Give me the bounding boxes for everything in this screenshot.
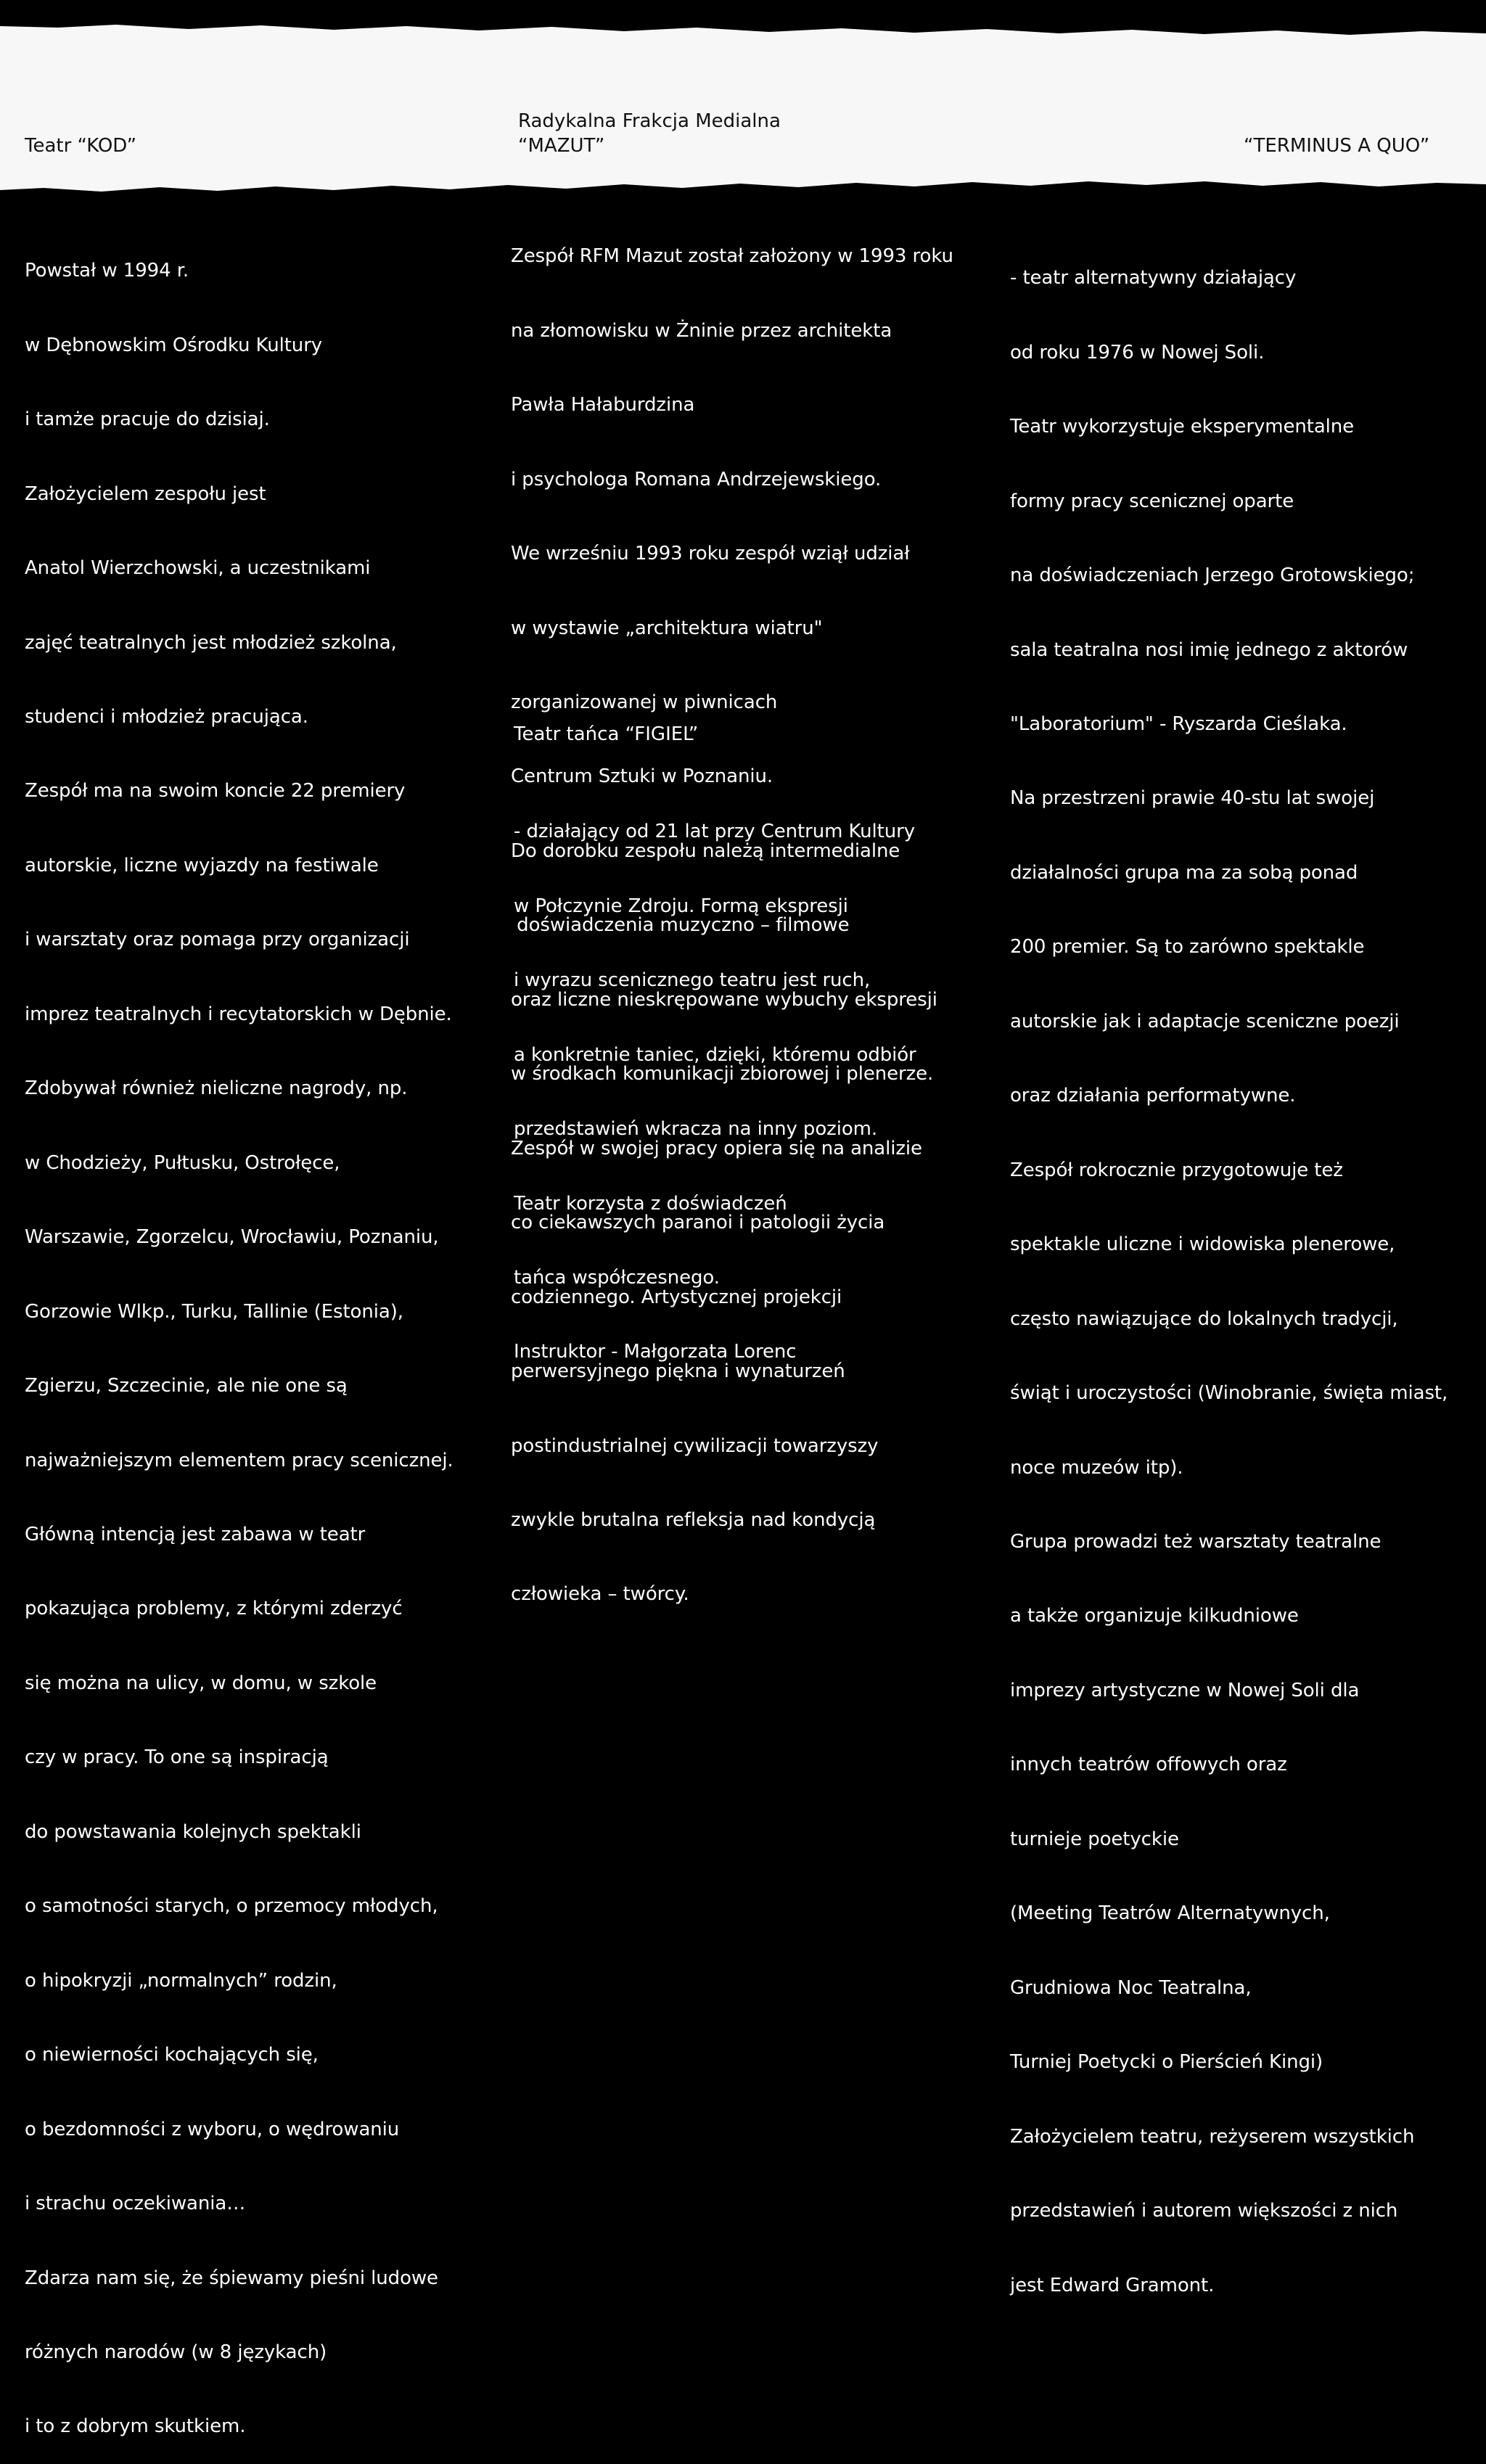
text-line: i wyrazu scenicznego teatru jest ruch,: [514, 969, 871, 992]
text-line: Powstał w 1994 r.: [25, 260, 189, 282]
text-line: Założycielem teatru, reżyserem wszystkich: [1010, 2125, 1415, 2148]
text-line: się można na ulicy, w domu, w szkole: [25, 1672, 377, 1694]
text-line: Na przestrzeni prawie 40-stu lat swojej: [1010, 787, 1375, 810]
text-line: Teatr wykorzystuje eksperymentalne: [1010, 416, 1355, 438]
text-line: doświadczenia muzyczno – filmowe: [511, 914, 850, 937]
text-line: w środkach komunikacji zbiorowej i plenerze.: [511, 1063, 934, 1085]
theatre-figiel-description: [514, 770, 916, 1389]
text-line: Zespół RFM Mazut został założony w 1993 roku: [511, 245, 953, 268]
text-line: formy pracy scenicznej oparte: [1010, 490, 1294, 512]
text-line: co ciekawszych paranoi i patologii życia: [511, 1212, 885, 1234]
text-line: turnieje poetyckie: [1010, 1828, 1179, 1850]
text-line: jest Edward Gramont.: [1010, 2274, 1215, 2296]
text-line: postindustrialnej cywilizacji towarzyszy: [511, 1434, 879, 1457]
torn-paper-strip: [0, 0, 1486, 210]
text-line: "Laboratorium" - Ryszarda Cieślaka.: [1010, 713, 1347, 736]
text-line: o hipokryzji „normalnych” rodzin,: [25, 1969, 337, 1992]
text-line: Zespół rokrocznie przygotowuje też: [1010, 1159, 1343, 1181]
text-line: zajęć teatralnych jest młodzież szkolna,: [25, 631, 397, 654]
text-line: często nawiązujące do lokalnych tradycji,: [1010, 1307, 1398, 1330]
text-line: o bezdomności z wyboru, o wędrowaniu: [25, 2118, 400, 2140]
text-line: i warsztaty oraz pomaga przy organizacji: [25, 929, 410, 951]
text-line: Warszawie, Zgorzelcu, Wrocławiu, Poznaniu,: [25, 1226, 439, 1249]
text-line: człowieka – twórcy.: [511, 1583, 689, 1606]
text-line: pokazująca problemy, z którymi zderzyć: [25, 1598, 403, 1620]
text-line: Założycielem zespołu jest: [25, 482, 266, 505]
text-line: Pawła Hałaburdzina: [511, 394, 695, 416]
theatre-mazut-title: Radykalna Frakcja Medialna “MAZUT”: [518, 110, 781, 157]
text-line: spektakle uliczne i widowiska plenerowe,: [1010, 1233, 1395, 1256]
text-line: Zespół ma na swoim koncie 22 premiery: [25, 780, 406, 802]
text-line: Zespół w swojej pracy opiera się na analizie: [511, 1137, 922, 1159]
text-line: perwersyjnego piękna i wynaturzeń: [511, 1360, 845, 1383]
text-line: od roku 1976 w Nowej Soli.: [1010, 341, 1265, 364]
text-line: najważniejszym elementem pracy scenicznej.: [25, 1449, 453, 1471]
text-line: tańca współczesnego.: [514, 1267, 720, 1289]
text-line: 200 premier. Są to zarówno spektakle: [1010, 936, 1365, 958]
theatre-kod-description: [25, 209, 453, 2464]
text-line: oraz liczne nieskrępowane wybuchy ekspresji: [511, 988, 937, 1011]
text-line: przedstawień wkracza na inny poziom.: [514, 1118, 878, 1141]
text-line: Grupa prowadzi też warsztaty teatralne: [1010, 1531, 1382, 1553]
text-line: działalności grupa ma za sobą ponad: [1010, 861, 1358, 884]
text-line: Teatr korzysta z doświadczeń: [514, 1192, 787, 1215]
text-line: codziennego. Artystycznej projekcji: [511, 1286, 842, 1308]
text-line: zorganizowanej w piwnicach: [511, 691, 778, 714]
text-line: w Połczynie Zdroju. Formą ekspresji: [514, 895, 848, 917]
text-line: a konkretnie taniec, dzięki, któremu odbiór: [514, 1043, 916, 1066]
text-line: (Meeting Teatrów Alternatywnych,: [1010, 1902, 1330, 1925]
text-line: Zdobywał również nieliczne nagrody, np.: [25, 1077, 408, 1100]
text-line: na złomowisku w Żninie przez architekta: [511, 319, 892, 342]
theatre-kod-title: Teatr “KOD”: [25, 135, 137, 157]
text-line: - działający od 21 lat przy Centrum Kultury: [514, 821, 915, 843]
text-line: w Dębnowskim Ośrodku Kultury: [25, 334, 323, 356]
text-line: świąt i uroczystości (Winobranie, święta miast,: [1010, 1382, 1448, 1405]
text-line: autorskie jak i adaptacje sceniczne poezji: [1010, 1010, 1400, 1032]
text-line: Turniej Poetycki o Pierścień Kingi): [1010, 2051, 1323, 2074]
text-line: Instruktor - Małgorzata Lorenc: [514, 1341, 797, 1363]
text-line: oraz działania performatywne.: [1010, 1085, 1296, 1107]
text-line: i to z dobrym skutkiem.: [25, 2415, 246, 2438]
text-line: Grudniowa Noc Teatralna,: [1010, 1976, 1252, 1999]
text-line: imprezy artystyczne w Nowej Soli dla: [1010, 1679, 1360, 1701]
text-line: Centrum Sztuki w Poznaniu.: [511, 765, 773, 788]
text-line: a także organizuje kilkudniowe: [1010, 1605, 1299, 1627]
theatre-figiel-title: Teatr tańca “FIGIEL”: [514, 723, 699, 745]
text-line: do powstawania kolejnych spektakli: [25, 1820, 361, 1843]
text-line: w wystawie „architektura wiatru": [511, 617, 823, 639]
text-line: Zgierzu, Szczecinie, ale nie one są: [25, 1375, 348, 1397]
text-line: sala teatralna nosi imię jednego z aktorów: [1010, 638, 1408, 661]
text-line: zwykle brutalna refleksja nad kondycją: [511, 1509, 876, 1532]
theatre-terminus-title: “TERMINUS A QUO”: [1244, 135, 1430, 157]
text-line: innych teatrów offowych oraz: [1010, 1754, 1287, 1776]
text-line: Zdarza nam się, że śpiewamy pieśni ludowe: [25, 2267, 438, 2289]
text-line: przedstawień i autorem większości z nich: [1010, 2200, 1398, 2222]
text-line: na doświadczeniach Jerzego Grotowskiego;: [1010, 564, 1415, 587]
text-line: Główną intencją jest zabawa w teatr: [25, 1524, 366, 1546]
text-line: studenci i młodzież pracująca.: [25, 706, 308, 728]
text-line: We wrześniu 1993 roku zespół wziął udział: [511, 543, 910, 565]
text-line: noce muzeów itp).: [1010, 1456, 1183, 1479]
text-line: i psychologa Romana Andrzejewskiego.: [511, 468, 882, 490]
text-line: i tamże pracuje do dzisiaj.: [25, 408, 270, 431]
text-line: autorskie, liczne wyjazdy na festiwale: [25, 854, 379, 876]
text-line: o niewierności kochających się,: [25, 2044, 319, 2066]
text-line: w Chodzieży, Pułtusku, Ostrołęce,: [25, 1151, 340, 1174]
text-line: - teatr alternatywny działający: [1010, 267, 1297, 289]
text-line: i strachu oczekiwania…: [25, 2193, 246, 2215]
text-line: Anatol Wierzchowski, a uczestnikami: [25, 557, 371, 580]
theatre-terminus-description: [1010, 216, 1448, 2323]
text-line: imprez teatralnych i recytatorskich w Dębnie.: [25, 1003, 452, 1025]
text-line: czy w pracy. To one są inspiracją: [25, 1746, 329, 1769]
text-line: o samotności starych, o przemocy młodych,: [25, 1895, 438, 1918]
text-line: Do dorobku zespołu należą intermedialne: [511, 839, 900, 862]
text-line: Gorzowie Wlkp., Turku, Tallinie (Estonia),: [25, 1300, 403, 1323]
text-line: różnych narodów (w 8 językach): [25, 2341, 327, 2363]
